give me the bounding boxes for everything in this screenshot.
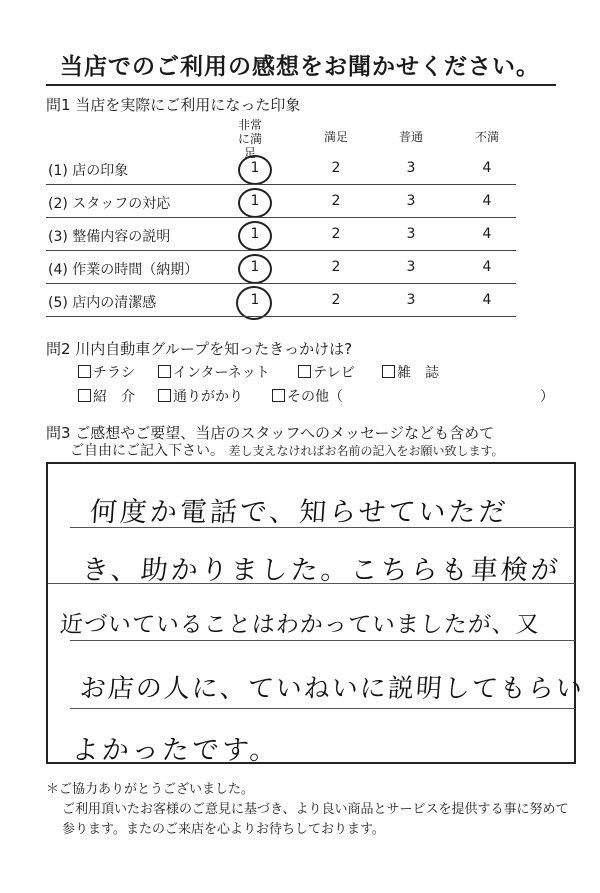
rating-option-2[interactable]: 2: [331, 226, 341, 242]
checkbox[interactable]: [158, 365, 171, 378]
column-header-dissatisfied: 不満: [474, 130, 499, 144]
rating-option-4[interactable]: 4: [482, 292, 492, 308]
option-magazine[interactable]: [382, 362, 439, 382]
rating-option-2[interactable]: 2: [331, 259, 341, 275]
option-label: インターネット: [173, 365, 270, 381]
rating-option-2[interactable]: 2: [331, 193, 341, 209]
selected-circle-mark: [236, 286, 272, 320]
rating-row-label: (4) 作業の時間（納期）: [48, 262, 199, 278]
option-label: 雑 誌: [397, 365, 439, 381]
row-divider: [46, 250, 516, 251]
option-label: 紹 介: [93, 389, 135, 405]
column-header-label: 非常に満足: [237, 118, 262, 160]
selected-circle-mark: [238, 254, 272, 284]
rating-option-1[interactable]: 1: [250, 193, 260, 209]
column-header-satisfied: 満足: [323, 130, 348, 144]
rating-row-label: (1) 店の印象: [48, 163, 129, 179]
rating-option-3[interactable]: 3: [406, 259, 416, 275]
rating-option-1[interactable]: 1: [250, 292, 260, 308]
rating-option-3[interactable]: 3: [406, 193, 416, 209]
handwritten-comment-line: 何度か電話で、知らせていただ: [88, 497, 510, 528]
rating-option-2[interactable]: 2: [331, 160, 341, 176]
checkbox[interactable]: [158, 389, 171, 402]
q1-title: 問1 当店を実際にご利用になった印象: [46, 96, 301, 114]
q3-instructions: [70, 440, 504, 460]
rating-option-4[interactable]: 4: [482, 193, 492, 209]
title-underline: [46, 84, 556, 86]
rating-option-2[interactable]: 2: [331, 292, 341, 308]
option-internet[interactable]: [158, 362, 270, 382]
checkbox[interactable]: [272, 389, 285, 402]
rating-row-label: (5) 店内の清潔感: [48, 295, 157, 311]
q2-title: 問2 川内自動車グループを知ったきっかけは?: [46, 340, 353, 358]
option-label: 通りがかり: [173, 389, 243, 405]
footer-note: 参ります。またのご来店を心よりお待ちしております。: [62, 822, 385, 837]
footer-thanks: ＊ご協力ありがとうございました。: [46, 782, 255, 797]
rating-option-3[interactable]: 3: [406, 160, 416, 176]
column-header-normal: 普通: [398, 130, 423, 144]
selected-circle-mark: [238, 188, 272, 218]
column-header-very-satisfied: [225, 118, 275, 160]
comment-line: [70, 708, 575, 709]
option-other[interactable]: [272, 386, 343, 406]
rating-option-3[interactable]: 3: [406, 226, 416, 242]
rating-option-4[interactable]: 4: [482, 160, 492, 176]
checkbox[interactable]: [78, 365, 91, 378]
row-divider: [46, 283, 516, 284]
row-divider: [46, 316, 516, 317]
comment-line: [70, 640, 575, 641]
q3-sub-main: ご自由にご記入下さい。: [70, 443, 224, 459]
checkbox[interactable]: [298, 365, 311, 378]
selected-circle-mark: [238, 155, 272, 185]
option-tv[interactable]: [298, 362, 355, 382]
rating-row-label: (3) 整備内容の説明: [48, 229, 171, 245]
option-label: チラシ: [93, 365, 135, 381]
handwritten-comment-line: お店の人に、ていねいに説明してもらい: [78, 674, 585, 704]
rating-option-3[interactable]: 3: [406, 292, 416, 308]
q3-sub-note: 差し支えなければお名前の記入をお願い致します。: [228, 444, 504, 458]
selected-circle-mark: [238, 221, 272, 251]
rating-option-4[interactable]: 4: [482, 226, 492, 242]
handwritten-comment-line: 近づいていることはわかっていましたが、又: [58, 612, 541, 638]
option-passing-by[interactable]: [158, 386, 243, 406]
rating-row-label: (2) スタッフの対応: [48, 196, 171, 212]
page-title: 当店でのご利用の感想をお聞かせください。: [60, 54, 540, 80]
rating-option-1[interactable]: 1: [250, 259, 260, 275]
row-divider: [46, 184, 516, 185]
rating-option-4[interactable]: 4: [482, 259, 492, 275]
checkbox[interactable]: [382, 365, 395, 378]
other-close-paren: ）: [540, 389, 554, 405]
rating-option-1[interactable]: 1: [250, 160, 260, 176]
footer-note: ご利用頂いたお客様のご意見に基づき、より良い商品とサービスを提供する事に努めて: [62, 802, 569, 817]
handwritten-comment-line: よかったです。: [70, 735, 281, 766]
rating-option-1[interactable]: 1: [250, 226, 260, 242]
option-referral[interactable]: [78, 386, 135, 406]
option-label: その他（: [287, 389, 343, 405]
row-divider: [46, 217, 516, 218]
option-label: テレビ: [313, 365, 355, 381]
handwritten-comment-line: き、助かりました。こちらも車検が: [80, 555, 562, 586]
checkbox[interactable]: [78, 389, 91, 402]
option-flyer[interactable]: [78, 362, 135, 382]
q3-title: 問3 ご感想やご要望、当店のスタッフへのメッセージなども含めて: [46, 424, 495, 442]
